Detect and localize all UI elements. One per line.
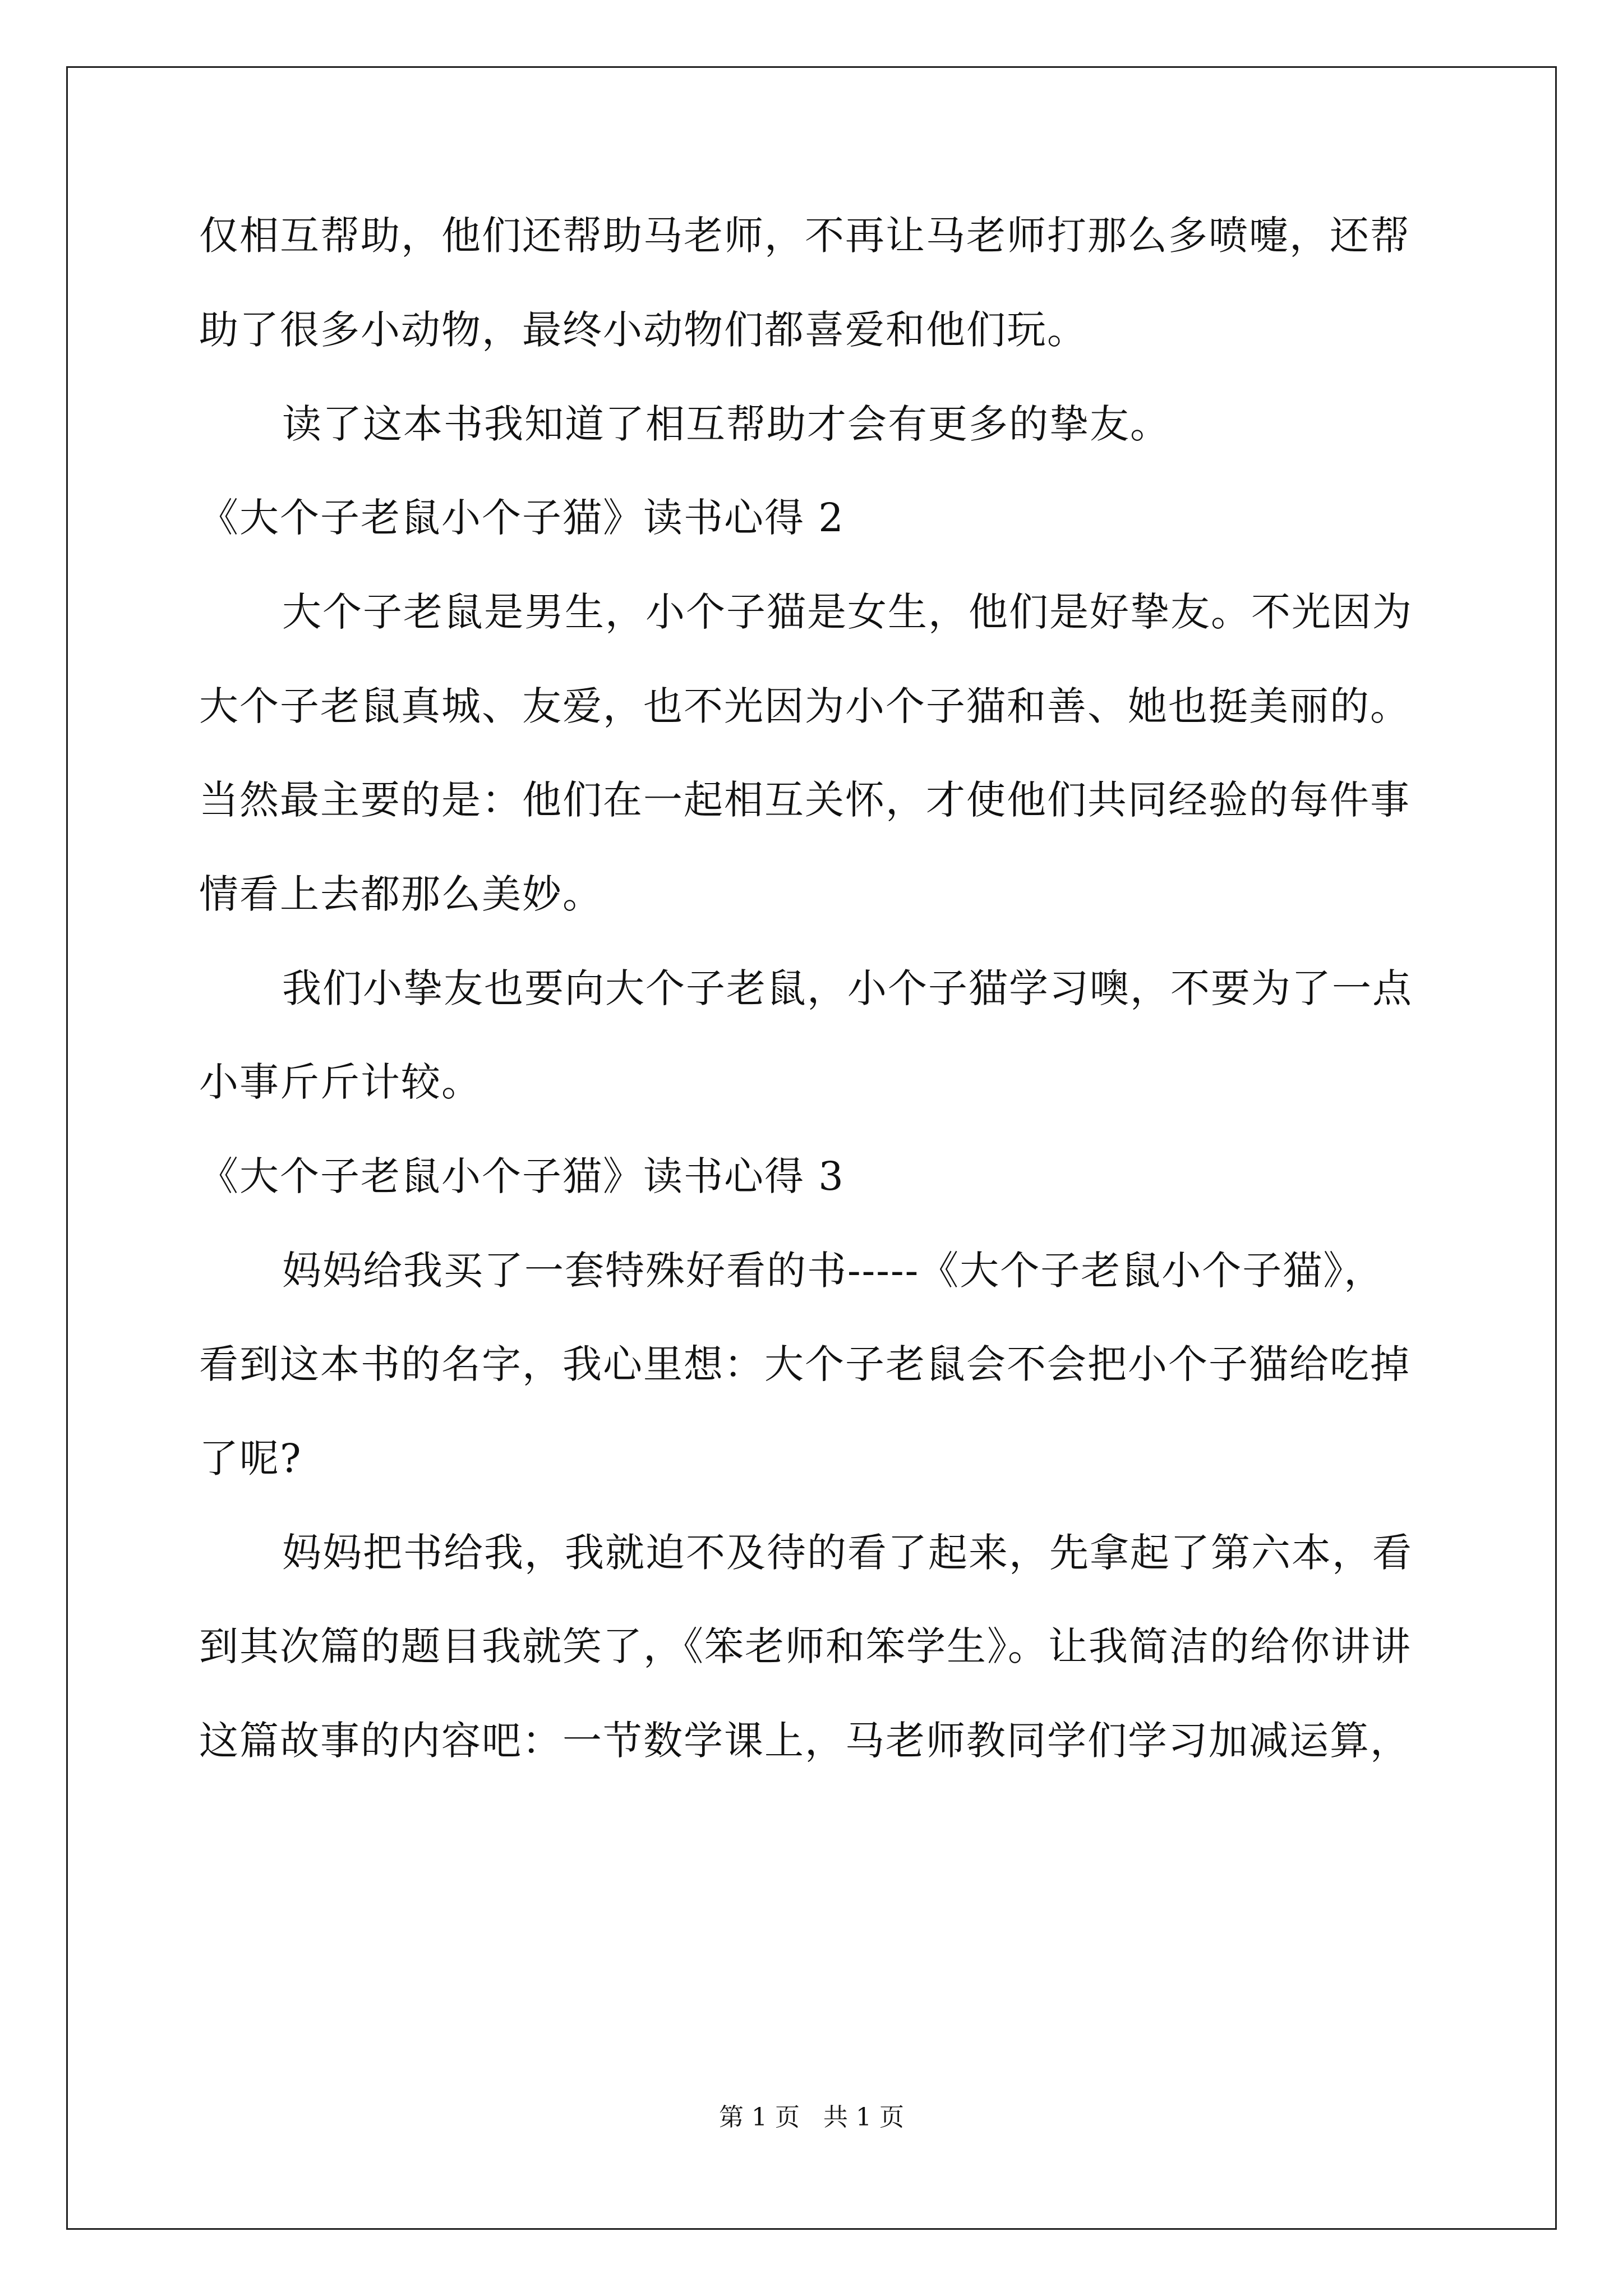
- text-line: 小事斤斤计较。: [199, 1059, 482, 1105]
- section-heading: 《大个子老鼠小个子猫》读书心得 3: [199, 1153, 845, 1199]
- text-line: 助了很多小动物，最终小动物们都喜爱和他们玩。: [199, 307, 1087, 353]
- text-line: 仅相互帮助，他们还帮助马老师，不再让马老师打那么多喷嚏，还帮: [199, 213, 1410, 259]
- paragraph-line: 妈妈把书给我，我就迫不及待的看了起来，先拿起了第六本，看: [282, 1530, 1413, 1576]
- paragraph-line: 读了这本书我知道了相互帮助才会有更多的挚友。: [282, 401, 1170, 447]
- paragraph-line: 大个子老鼠是男生，小个子猫是女生，他们是好挚友。不光因为: [282, 589, 1413, 635]
- page-total: 共 1 页: [823, 2103, 904, 2132]
- paragraph-line: 我们小挚友也要向大个子老鼠，小个子猫学习噢，不要为了一点: [282, 965, 1413, 1011]
- paragraph-line: 妈妈给我买了一套特殊好看的书-----《大个子老鼠小个子猫》，: [282, 1248, 1385, 1294]
- text-line: 到其次篇的题目我就笑了，《笨老师和笨学生》。让我简洁的给你讲讲: [199, 1623, 1412, 1669]
- section-heading: 《大个子老鼠小个子猫》读书心得 2: [199, 495, 845, 541]
- page-footer: [0, 2101, 1623, 2134]
- page-number: 第 1 页: [719, 2103, 800, 2132]
- text-line: 这篇故事的内容吧：一节数学课上，马老师教同学们学习加减运算，: [199, 1718, 1410, 1764]
- text-line: 情看上去都那么美妙。: [199, 871, 603, 917]
- text-line: 了呢?: [199, 1435, 302, 1481]
- text-line: 看到这本书的名字，我心里想：大个子老鼠会不会把小个子猫给吃掉: [199, 1341, 1410, 1387]
- text-line: 大个子老鼠真城、友爱，也不光因为小个子猫和善、她也挺美丽的。: [199, 683, 1410, 729]
- text-line: 当然最主要的是：他们在一起相互关怀，才使他们共同经验的每件事: [199, 777, 1410, 823]
